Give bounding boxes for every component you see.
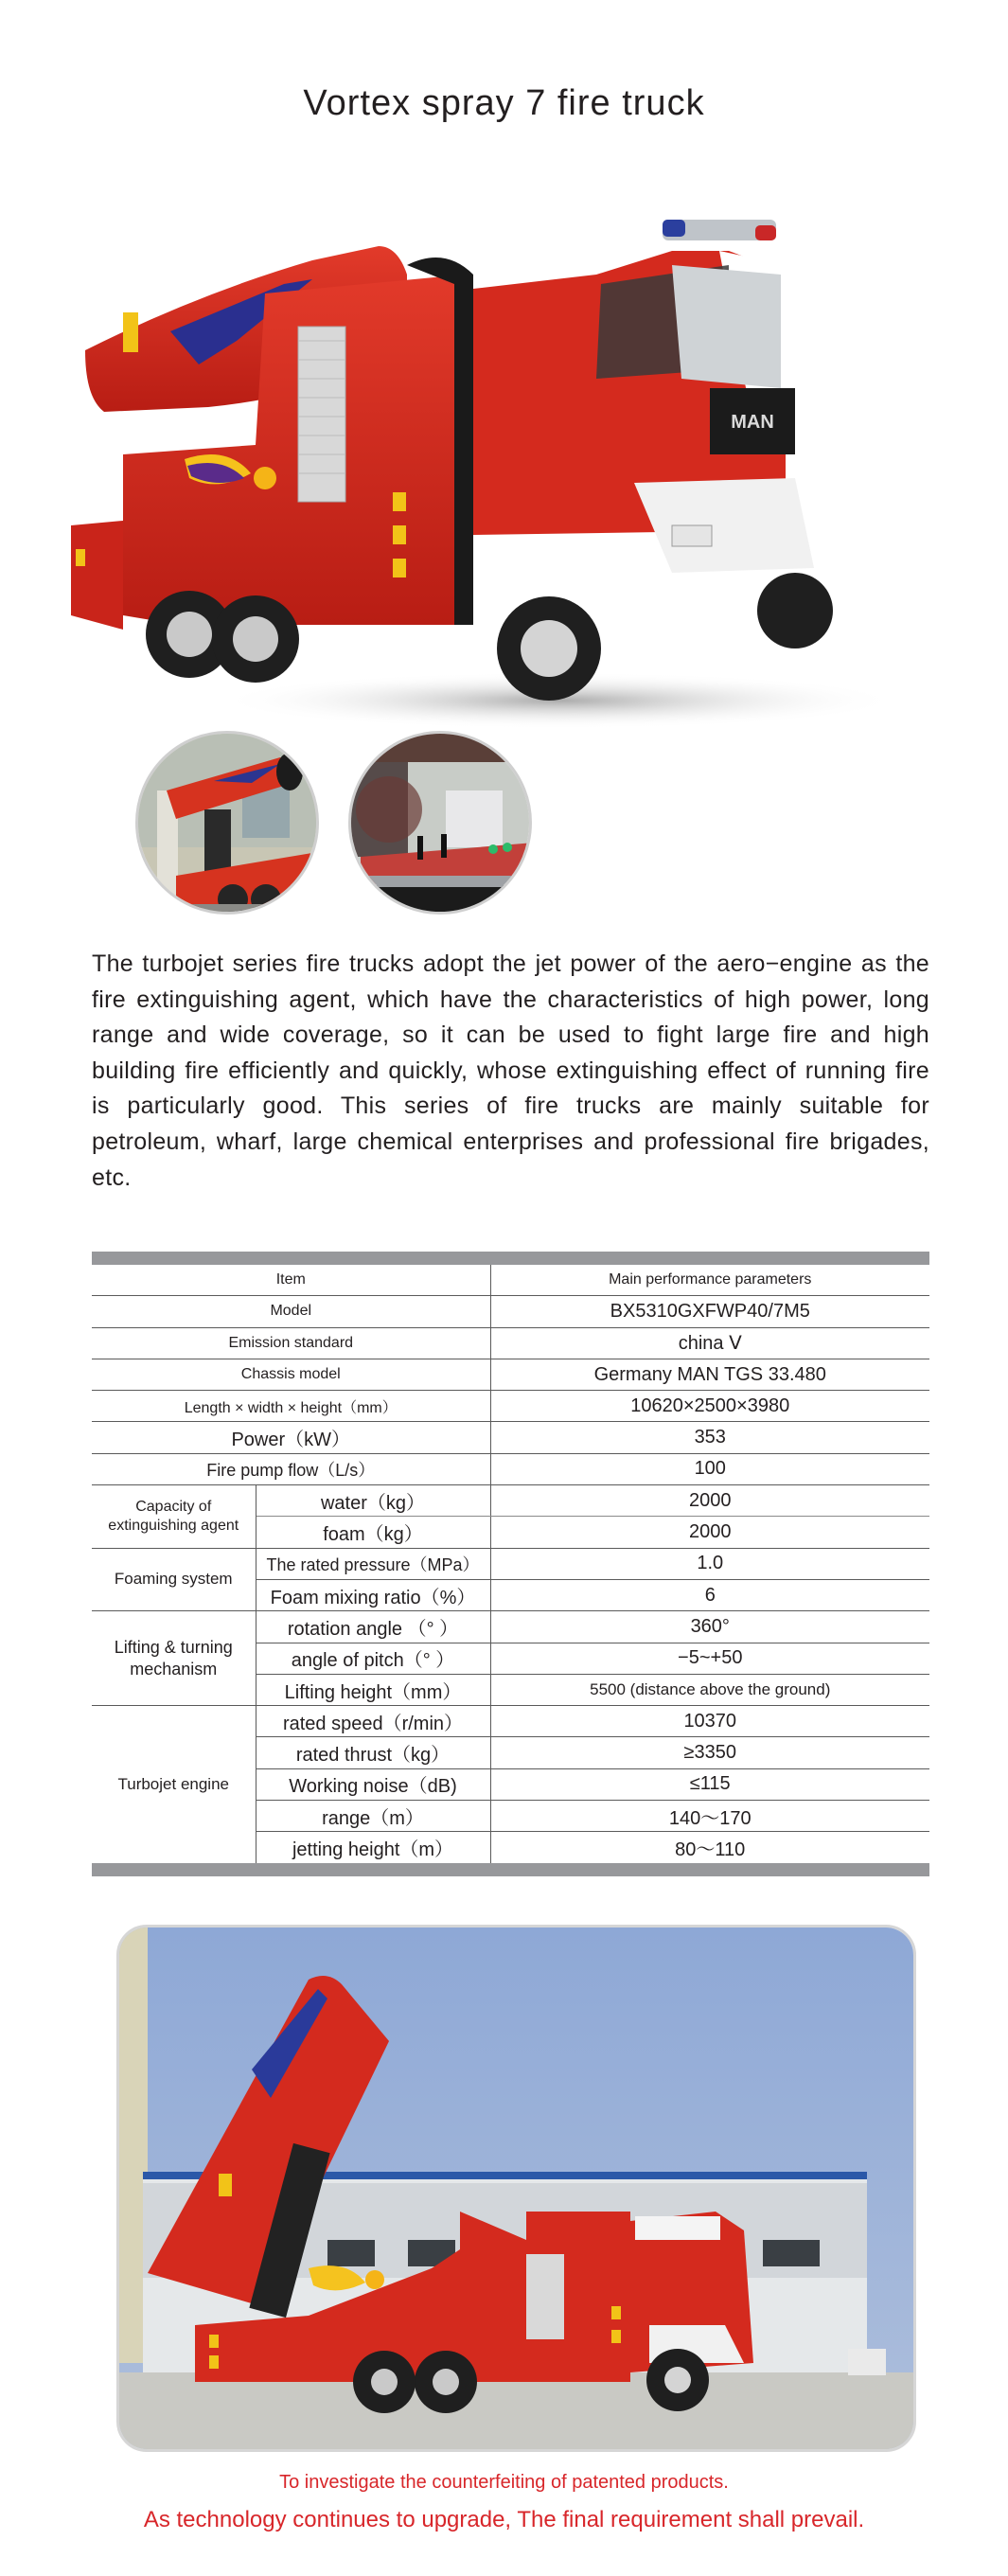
table-row xyxy=(92,1453,929,1484)
table-header-row xyxy=(92,1265,929,1296)
row-value: BX5310GXFWP40/7M5 xyxy=(490,1296,929,1327)
svg-text:MAN: MAN xyxy=(731,412,774,433)
row-label: rated speed（r/min） xyxy=(256,1706,490,1737)
row-value: 80～110 xyxy=(675,1839,746,1860)
group-label: Foaming system xyxy=(92,1548,256,1611)
row-value: 10370 xyxy=(490,1706,929,1737)
table-row xyxy=(92,1548,929,1579)
specs-table xyxy=(92,1252,929,1876)
row-label: Fire pump flow（L/s） xyxy=(92,1453,490,1484)
row-label: Length × width × height（mm） xyxy=(92,1391,490,1422)
row-label: rated thrust（kg） xyxy=(256,1737,490,1768)
table-bottom-bar xyxy=(92,1863,929,1876)
truck-side-view-photo xyxy=(116,1925,916,2452)
table-row xyxy=(92,1391,929,1422)
row-value: 6 xyxy=(490,1579,929,1610)
table-row xyxy=(92,1359,929,1390)
row-value: 10620×2500×3980 xyxy=(490,1391,929,1422)
footer-note-upgrade: As technology continues to upgrade, The final requirement shall prevail. xyxy=(143,2507,865,2532)
row-value: ≤115 xyxy=(490,1768,929,1800)
table-row xyxy=(92,1422,929,1453)
table-top-bar xyxy=(92,1252,929,1265)
table-row xyxy=(92,1296,929,1327)
row-value: ≥3350 xyxy=(490,1737,929,1768)
row-label: The rated pressure（MPa） xyxy=(256,1548,490,1579)
row-label: Model xyxy=(92,1296,490,1327)
group-label: Lifting & turning mechanism xyxy=(92,1611,256,1706)
hero-truck-image xyxy=(66,208,951,734)
row-value: 5500 (distance above the ground) xyxy=(490,1674,929,1705)
row-value: china Ⅴ xyxy=(490,1327,929,1359)
row-value: 100 xyxy=(490,1453,929,1484)
row-value: 360° xyxy=(490,1611,929,1643)
row-value: Germany MAN TGS 33.480 xyxy=(490,1359,929,1390)
row-label: range（m） xyxy=(256,1801,490,1832)
row-label: Lifting height（mm） xyxy=(256,1674,490,1705)
group-label: Turbojet engine xyxy=(92,1706,256,1863)
header-params: Main performance parameters xyxy=(490,1265,929,1296)
row-label: Foam mixing ratio（%） xyxy=(256,1579,490,1610)
row-label: Emission standard xyxy=(92,1327,490,1359)
table-row xyxy=(92,1485,929,1517)
page-title: Vortex spray 7 fire truck xyxy=(303,83,705,123)
row-value: 140～170 xyxy=(490,1801,929,1832)
thumbnail-control-panel-photo xyxy=(348,731,532,915)
table-row xyxy=(92,1611,929,1643)
row-label: jetting height（m） xyxy=(256,1832,490,1863)
thumbnail-nozzle-photo xyxy=(135,731,319,915)
footer-note-patent: To investigate the counterfeiting of patented products. xyxy=(279,2472,729,2493)
row-label: foam（kg） xyxy=(256,1517,490,1548)
row-value: 2000 xyxy=(490,1517,929,1548)
row-value: −5~+50 xyxy=(490,1643,929,1674)
row-value: 353 xyxy=(490,1422,929,1453)
row-label: Chassis model xyxy=(92,1359,490,1390)
table-row xyxy=(92,1327,929,1359)
header-item: Item xyxy=(92,1265,490,1296)
group-label: Capacity of extinguishing agent xyxy=(92,1485,256,1549)
description-paragraph: The turbojet series fire trucks adopt the jet power of the aero−engine as the fire extinguishing agent, which have the characteristics of high power, long range and wide coverage, so it can be used to fight large fire and high building fire efficiently and quickly, whose extinguishing effect of running fire is particularly good. This series of fire trucks are mainly suitable for petroleum, wharf, large chemical enterprises and professional fire brigades, etc. xyxy=(92,950,929,1191)
row-label: rotation angle （° ） xyxy=(256,1611,490,1643)
row-label: water（kg） xyxy=(256,1485,490,1517)
row-value: 1.0 xyxy=(490,1548,929,1579)
table-row xyxy=(92,1706,929,1737)
row-value: 2000 xyxy=(490,1485,929,1517)
row-label: Working noise（dB) xyxy=(256,1768,490,1800)
row-label: angle of pitch（° ） xyxy=(256,1643,490,1674)
row-label: Power（kW） xyxy=(92,1422,490,1453)
